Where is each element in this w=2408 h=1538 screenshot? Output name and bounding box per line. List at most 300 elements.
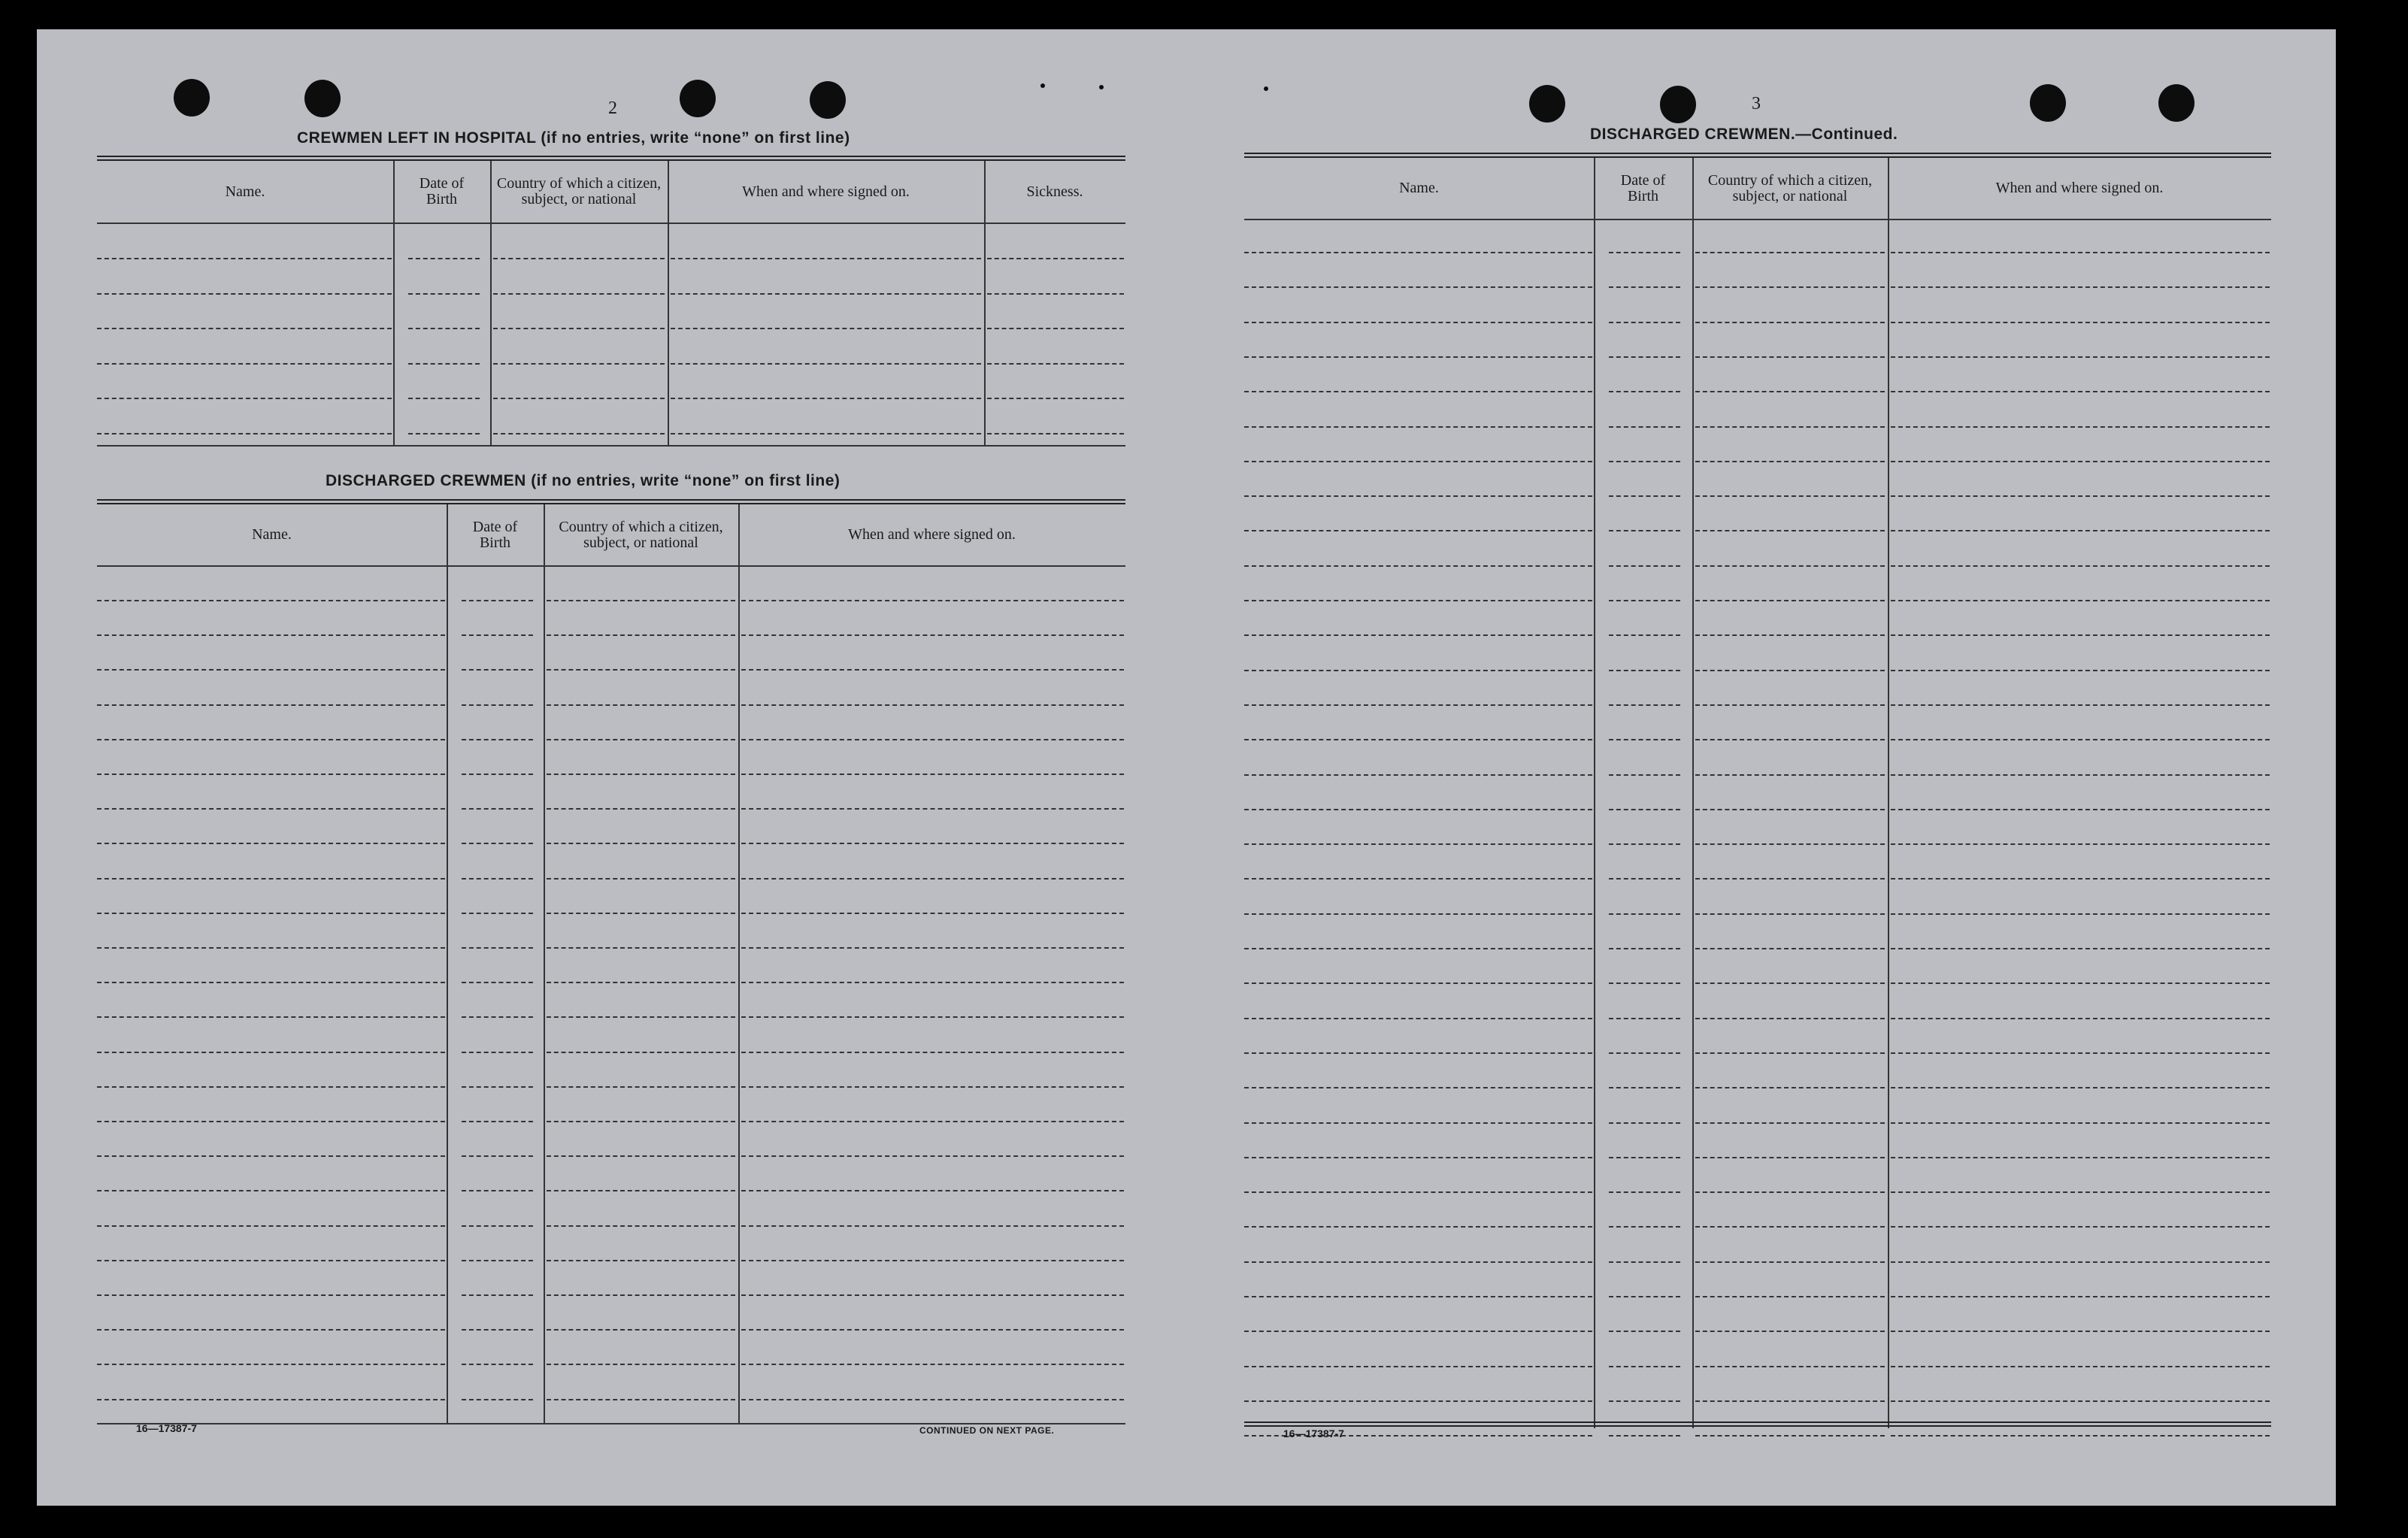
page-number: 2 — [608, 98, 617, 118]
table-row-line — [547, 669, 735, 671]
table-row-line — [547, 704, 735, 706]
header-name: Name. — [1399, 180, 1439, 196]
table-row-line — [1695, 1122, 1885, 1124]
table-row-line — [493, 433, 665, 434]
table-row-line — [493, 258, 665, 259]
table-row-line — [462, 1294, 533, 1296]
table-row-line — [547, 1121, 735, 1122]
table-row-line — [1891, 913, 2270, 915]
table-row-line — [1891, 600, 2270, 601]
table-row-line — [1609, 1226, 1680, 1228]
table-row-line — [671, 433, 981, 434]
table-row-line — [547, 1086, 735, 1088]
page-number: 3 — [1752, 94, 1761, 114]
table-row-line — [741, 1364, 1124, 1365]
table-row-line — [1609, 670, 1680, 671]
document-sheet — [37, 29, 2336, 1506]
table-row-line — [1609, 252, 1680, 253]
table-row-line — [1609, 739, 1680, 740]
table-row-line — [97, 1329, 445, 1331]
header-country: Country of which a citizen, subject, or national — [1707, 171, 1873, 204]
table-row-line — [1609, 704, 1680, 706]
table-row-line — [1609, 530, 1680, 531]
table-row-line — [1244, 252, 1592, 253]
table-row-line — [1244, 530, 1592, 531]
table-row-line — [462, 1121, 533, 1122]
table-row-line — [547, 1364, 735, 1365]
table-row-line — [1244, 1191, 1592, 1193]
table-row-line — [1244, 461, 1592, 462]
table-row-line — [97, 328, 392, 329]
discharged-continued-title: DISCHARGED CREWMEN.—Continued. — [1590, 126, 1898, 143]
column-divider — [738, 504, 740, 1423]
table-row-line — [987, 293, 1124, 295]
header-rule — [97, 223, 1125, 224]
table-row-line — [1891, 948, 2270, 949]
header-country: Country of which a citizen, subject, or national — [559, 518, 723, 551]
table-row-line — [741, 669, 1124, 671]
table-row-line — [1695, 565, 1885, 567]
table-row-line — [671, 293, 981, 295]
column-divider — [1888, 158, 1889, 1428]
header-dob: Date of Birth — [1620, 171, 1666, 204]
table-row-line — [1244, 426, 1592, 428]
table-row-line — [1891, 1052, 2270, 1054]
table-row-line — [741, 1190, 1124, 1191]
table-bottom-rule — [1244, 1421, 2271, 1427]
table-row-line — [97, 843, 445, 844]
header-rule — [97, 565, 1125, 567]
table-row-line — [1891, 634, 2270, 636]
table-row-line — [97, 1086, 445, 1088]
table-row-line — [1695, 530, 1885, 531]
table-row-line — [493, 398, 665, 399]
table-row-line — [1695, 1087, 1885, 1088]
table-row-line — [1695, 252, 1885, 253]
table-row-line — [1891, 530, 2270, 531]
table-row-line — [462, 878, 533, 880]
table-row-line — [1891, 1191, 2270, 1193]
table-row-line — [547, 1052, 735, 1053]
table-row-line — [493, 328, 665, 329]
table-row-line — [1244, 286, 1592, 288]
table-row-line — [1244, 1400, 1592, 1402]
table-row-line — [462, 1225, 533, 1227]
table-row-line — [671, 363, 981, 365]
hospital-section-title — [297, 129, 850, 147]
table-row-line — [1244, 565, 1592, 567]
table-row-line — [462, 947, 533, 949]
table-row-line — [97, 1016, 445, 1018]
table-row-line — [97, 982, 445, 983]
table-row-line — [547, 1016, 735, 1018]
table-row-line — [1695, 739, 1885, 740]
table-row-line — [547, 1260, 735, 1261]
table-row-line — [671, 258, 981, 259]
table-row-line — [1244, 356, 1592, 358]
table-row-line — [1891, 1366, 2270, 1367]
table-row-line — [1609, 495, 1680, 497]
table-row-line — [97, 258, 392, 259]
table-row-line — [741, 808, 1124, 810]
table-row-line — [462, 1190, 533, 1191]
table-row-line — [1695, 1331, 1885, 1332]
table-row-line — [462, 843, 533, 844]
table-row-line — [1609, 634, 1680, 636]
table-row-line — [408, 293, 480, 295]
table-row-line — [1695, 286, 1885, 288]
table-row-line — [1891, 1400, 2270, 1402]
table-row-line — [1695, 1191, 1885, 1193]
table-row-line — [462, 634, 533, 636]
table-row-line — [1609, 1261, 1680, 1263]
table-row-line — [741, 982, 1124, 983]
table-row-line — [97, 1364, 445, 1365]
table-row-line — [1695, 704, 1885, 706]
table-row-line — [462, 774, 533, 775]
table-row-line — [97, 634, 445, 636]
table-row-line — [97, 808, 445, 810]
table-row-line — [741, 634, 1124, 636]
table-row-line — [97, 398, 392, 399]
header-dob: Date of Birth — [472, 518, 518, 551]
hospital-table — [97, 156, 1125, 479]
table-row-line — [547, 1155, 735, 1157]
table-row-line — [462, 1260, 533, 1261]
table-row-line — [462, 1016, 533, 1018]
table-bottom-rule — [97, 1423, 1125, 1424]
table-row-line — [547, 739, 735, 740]
table-row-line — [547, 600, 735, 601]
table-row-line — [547, 878, 735, 880]
table-row-line — [97, 1225, 445, 1227]
table-row-line — [1609, 426, 1680, 428]
table-row-line — [97, 1399, 445, 1400]
table-row-line — [1244, 495, 1592, 497]
header-signed: When and where signed on. — [742, 183, 910, 200]
table-row-line — [1244, 809, 1592, 810]
column-divider — [447, 504, 448, 1423]
table-row-line — [1891, 843, 2270, 845]
table-row-line — [1695, 1296, 1885, 1297]
table-row-line — [547, 1225, 735, 1227]
table-row-line — [1695, 774, 1885, 776]
table-row-line — [1891, 774, 2270, 776]
table-rule — [97, 499, 1125, 504]
table-row-line — [1695, 322, 1885, 323]
table-row-line — [1609, 1331, 1680, 1332]
table-row-line — [1891, 1157, 2270, 1158]
table-row-line — [1244, 1087, 1592, 1088]
table-row-line — [547, 913, 735, 914]
table-row-line — [741, 600, 1124, 601]
table-row-line — [741, 878, 1124, 880]
hospital-title: CREWMEN LEFT IN HOSPITAL — [297, 129, 537, 147]
table-row-line — [462, 600, 533, 601]
table-row-line — [462, 1364, 533, 1365]
table-row-line — [1609, 1122, 1680, 1124]
table-row-line — [1244, 913, 1592, 915]
table-row-line — [1244, 878, 1592, 880]
table-row-line — [1891, 982, 2270, 984]
table-row-line — [1891, 252, 2270, 253]
table-row-line — [547, 774, 735, 775]
table-row-line — [741, 843, 1124, 844]
table-row-line — [1609, 1157, 1680, 1158]
table-row-line — [741, 739, 1124, 740]
table-row-line — [1891, 1018, 2270, 1019]
table-row-line — [462, 669, 533, 671]
table-row-line — [1891, 878, 2270, 880]
table-row-line — [1244, 982, 1592, 984]
table-rule — [1244, 153, 2271, 158]
header-rule — [1244, 219, 2271, 220]
table-row-line — [408, 258, 480, 259]
table-row-line — [97, 774, 445, 775]
table-row-line — [462, 982, 533, 983]
table-row-line — [1244, 1261, 1592, 1263]
table-row-line — [741, 1155, 1124, 1157]
table-row-line — [741, 913, 1124, 914]
header-country: Country of which a citizen, subject, or national — [496, 175, 662, 207]
column-divider — [1594, 158, 1595, 1428]
table-row-line — [1695, 391, 1885, 392]
table-row-line — [1609, 565, 1680, 567]
table-row-line — [1609, 913, 1680, 915]
table-row-line — [97, 1260, 445, 1261]
table-row-line — [1891, 1122, 2270, 1124]
table-row-line — [97, 1121, 445, 1122]
table-row-line — [547, 1294, 735, 1296]
table-row-line — [1244, 634, 1592, 636]
table-row-line — [1609, 1435, 1680, 1437]
table-row-line — [1695, 495, 1885, 497]
table-row-line — [1244, 843, 1592, 845]
table-row-line — [1695, 634, 1885, 636]
table-row-line — [1244, 600, 1592, 601]
header-sickness: Sickness. — [1026, 183, 1083, 200]
table-row-line — [1695, 1052, 1885, 1054]
table-row-line — [1695, 878, 1885, 880]
table-row-line — [97, 1190, 445, 1191]
table-row-line — [1695, 913, 1885, 915]
table-row-line — [1695, 982, 1885, 984]
table-row-line — [1244, 774, 1592, 776]
table-row-line — [1609, 286, 1680, 288]
table-row-line — [547, 1399, 735, 1400]
continued-note: CONTINUED ON NEXT PAGE. — [919, 1425, 1055, 1436]
table-row-line — [493, 363, 665, 365]
discharged-section-title — [326, 472, 840, 490]
table-row-line — [1695, 1366, 1885, 1367]
table-row-line — [1244, 670, 1592, 671]
table-row-line — [741, 1086, 1124, 1088]
table-row-line — [97, 739, 445, 740]
table-row-line — [97, 878, 445, 880]
table-row-line — [1244, 1296, 1592, 1297]
table-row-line — [1609, 948, 1680, 949]
table-row-line — [1695, 809, 1885, 810]
table-row-line — [741, 1016, 1124, 1018]
table-row-line — [1244, 1052, 1592, 1054]
table-row-line — [462, 739, 533, 740]
table-row-line — [1609, 1366, 1680, 1367]
table-row-line — [1609, 1191, 1680, 1193]
table-row-line — [1244, 1122, 1592, 1124]
column-divider — [544, 504, 545, 1423]
table-row-line — [741, 1329, 1124, 1331]
table-row-line — [97, 600, 445, 601]
table-row-line — [97, 293, 392, 295]
table-row-line — [97, 669, 445, 671]
table-row-line — [462, 913, 533, 914]
table-row-line — [408, 398, 480, 399]
table-row-line — [1891, 670, 2270, 671]
table-row-line — [1244, 948, 1592, 949]
table-row-line — [1609, 1400, 1680, 1402]
table-row-line — [97, 913, 445, 914]
table-row-line — [462, 1052, 533, 1053]
table-row-line — [1244, 391, 1592, 392]
table-row-line — [462, 1086, 533, 1088]
table-row-line — [1609, 391, 1680, 392]
table-row-line — [987, 398, 1124, 399]
column-divider — [1692, 158, 1694, 1428]
table-bottom-rule — [97, 445, 1125, 447]
table-row-line — [1609, 809, 1680, 810]
discharged-table-right — [1244, 153, 2271, 1431]
table-row-line — [1695, 1435, 1885, 1437]
table-row-line — [671, 398, 981, 399]
table-row-line — [1609, 774, 1680, 776]
right-page — [1244, 29, 2271, 1506]
table-row-line — [547, 808, 735, 810]
header-name: Name. — [252, 526, 292, 543]
table-row-line — [741, 1260, 1124, 1261]
table-row-line — [987, 258, 1124, 259]
table-row-line — [1891, 704, 2270, 706]
table-row-line — [1695, 1261, 1885, 1263]
table-row-line — [547, 947, 735, 949]
discharged-title: DISCHARGED CREWMEN — [326, 472, 526, 489]
table-row-line — [1891, 495, 2270, 497]
table-row-line — [547, 982, 735, 983]
table-row-line — [1891, 1087, 2270, 1088]
table-row-line — [1695, 948, 1885, 949]
table-row-line — [1609, 1296, 1680, 1297]
table-row-line — [97, 1294, 445, 1296]
discharged-note: (if no entries, write “none” on first line) — [531, 472, 841, 489]
table-row-line — [1891, 1261, 2270, 1263]
left-page — [97, 29, 1125, 1506]
table-row-line — [1609, 1052, 1680, 1054]
table-row-line — [97, 1052, 445, 1053]
table-row-line — [1891, 461, 2270, 462]
table-row-line — [1891, 1331, 2270, 1332]
table-row-line — [493, 293, 665, 295]
table-row-line — [1891, 322, 2270, 323]
table-row-line — [547, 1329, 735, 1331]
header-name: Name. — [225, 183, 265, 200]
table-row-line — [1244, 322, 1592, 323]
table-row-line — [1244, 704, 1592, 706]
table-row-line — [97, 1155, 445, 1157]
table-row-line — [97, 433, 392, 434]
table-row-line — [1695, 461, 1885, 462]
form-number: 16—17387-7 — [136, 1422, 197, 1434]
table-row-line — [1891, 356, 2270, 358]
table-row-line — [1695, 426, 1885, 428]
table-row-line — [741, 1294, 1124, 1296]
table-row-line — [1244, 739, 1592, 740]
table-row-line — [547, 634, 735, 636]
form-number: 16—17387-7 — [1283, 1427, 1344, 1440]
table-row-line — [741, 1399, 1124, 1400]
table-row-line — [1891, 1435, 2270, 1437]
table-row-line — [547, 843, 735, 844]
table-row-line — [671, 328, 981, 329]
table-row-line — [1891, 1296, 2270, 1297]
table-row-line — [1695, 1400, 1885, 1402]
table-row-line — [97, 704, 445, 706]
table-row-line — [1891, 426, 2270, 428]
table-row-line — [462, 1399, 533, 1400]
table-row-line — [741, 1225, 1124, 1227]
table-row-line — [97, 947, 445, 949]
table-row-line — [741, 1121, 1124, 1122]
table-row-line — [1891, 739, 2270, 740]
table-row-line — [97, 363, 392, 365]
table-row-line — [987, 363, 1124, 365]
table-row-line — [1891, 1226, 2270, 1228]
table-row-line — [1244, 1226, 1592, 1228]
table-rule — [97, 156, 1125, 161]
header-signed: When and where signed on. — [1995, 180, 2164, 196]
table-row-line — [1609, 1087, 1680, 1088]
table-row-line — [1244, 1018, 1592, 1019]
table-row-line — [1695, 670, 1885, 671]
table-row-line — [408, 328, 480, 329]
table-row-line — [1609, 1018, 1680, 1019]
table-row-line — [1695, 356, 1885, 358]
table-row-line — [1609, 878, 1680, 880]
table-row-line — [1695, 843, 1885, 845]
table-row-line — [741, 704, 1124, 706]
table-row-line — [1609, 982, 1680, 984]
table-row-line — [462, 808, 533, 810]
table-row-line — [1244, 1331, 1592, 1332]
table-row-line — [1891, 286, 2270, 288]
table-row-line — [1244, 1157, 1592, 1158]
table-row-line — [1609, 843, 1680, 845]
table-row-line — [1695, 1226, 1885, 1228]
table-row-line — [462, 1155, 533, 1157]
table-row-line — [408, 433, 480, 434]
table-row-line — [741, 947, 1124, 949]
table-row-line — [987, 328, 1124, 329]
table-row-line — [1609, 356, 1680, 358]
table-row-line — [1244, 1366, 1592, 1367]
table-row-line — [1609, 461, 1680, 462]
table-row-line — [741, 774, 1124, 775]
table-row-line — [1695, 1018, 1885, 1019]
hospital-note: (if no entries, write “none” on first line) — [541, 129, 850, 147]
table-row-line — [741, 1052, 1124, 1053]
table-row-line — [1695, 600, 1885, 601]
table-row-line — [462, 1329, 533, 1331]
discharged-table-left — [97, 499, 1125, 1454]
table-row-line — [1695, 1157, 1885, 1158]
